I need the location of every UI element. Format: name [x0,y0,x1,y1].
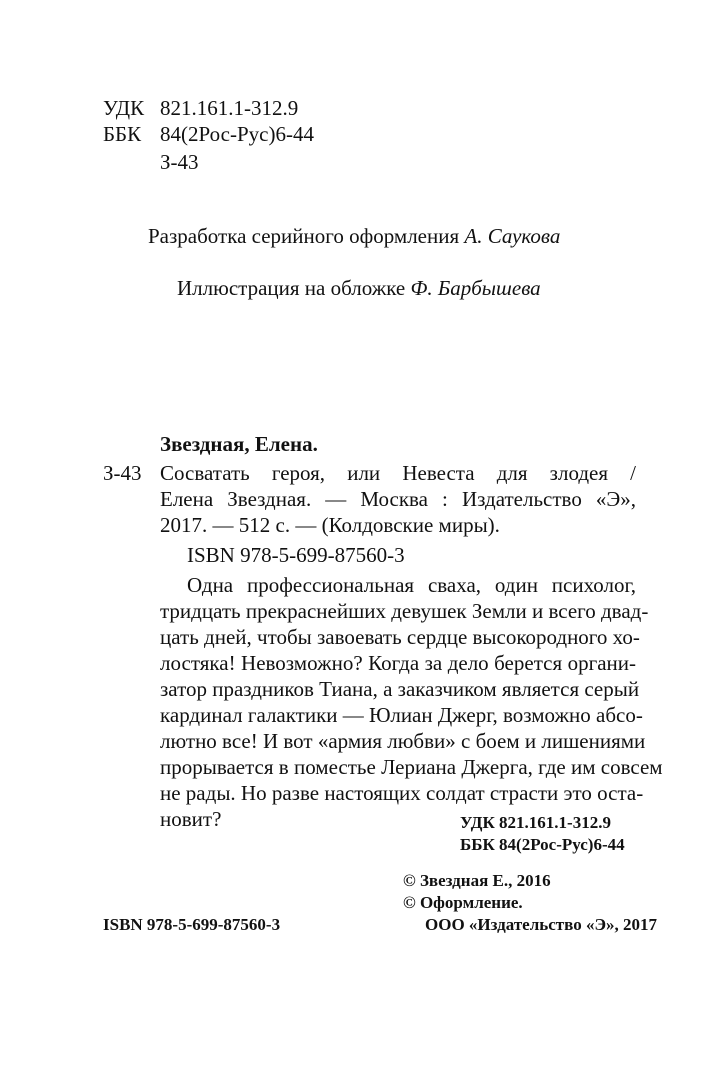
bibliography-description [160,461,636,537]
copyright-publisher: ООО «Издательство «Э», 2017 [425,915,657,934]
bibliography-line: 2017. — 512 с. — (Колдовские миры). [160,513,500,537]
annotation-last-line: новит? [160,807,222,831]
annotation [160,573,663,831]
annotation-line: не рады. Но разве настоящих солдат страсти это оста- [160,781,644,805]
illustration-credit [177,276,541,300]
annotation-line: тридцать прекраснейших девушек Земли и всего двад- [160,599,649,623]
copyright-design: © Оформление. [403,893,523,912]
annotation-line: прорывается в поместье Лериана Джерга, где им совсем [160,755,663,779]
bibliography-isbn: ISBN 978-5-699-87560-3 [187,543,405,567]
bbk-value: 84(2Рос-Рус)6-44 [160,122,314,146]
author-heading: Звездная, Елена. [160,432,318,456]
author-mark: З-43 [160,150,199,174]
author-mark-row [103,150,314,174]
udk-label: УДК [103,96,145,120]
udk-value: 821.161.1-312.9 [160,96,299,120]
udk-row [103,96,314,120]
annotation-line: цать дней, чтобы завоевать сердце высокородного хо- [160,625,640,649]
annotation-line: затор праздников Тиана, а заказчиком является серый [160,677,640,701]
bbk-row [103,122,314,146]
annotation-line: кардинал галактики — Юлиан Джерг, возможно абсо- [160,703,643,727]
bibliography-mark: З-43 [103,461,142,485]
annotation-line: Одна профессиональная сваха, один психолог, [187,573,636,597]
illustration-credit-prefix: Иллюстрация на обложке [177,276,411,300]
annotation-line: лютно все! И вот «армия любви» с боем и лишениями [160,729,646,753]
illustration-credit-name: Ф. Барбышева [410,276,541,300]
design-credit-name: А. Саукова [464,224,561,248]
design-credit [148,224,560,248]
bibliography-line: Сосватать героя, или Невеста для злодея / [160,461,636,485]
footer-udk: УДК 821.161.1-312.9 [460,813,611,832]
classification-block [103,96,314,174]
footer-bbk: ББК 84(2Рос-Рус)6-44 [460,835,625,854]
annotation-line: лостяка! Невозможно? Когда за дело берется органи- [160,651,636,675]
footer-isbn: ISBN 978-5-699-87560-3 [103,915,281,934]
copyright-author: © Звездная Е., 2016 [403,871,551,890]
bbk-label: ББК [103,122,142,146]
bibliography-line: Елена Звездная. — Москва : Издательство «Э», [160,487,636,511]
design-credit-prefix: Разработка серийного оформления [148,224,465,248]
